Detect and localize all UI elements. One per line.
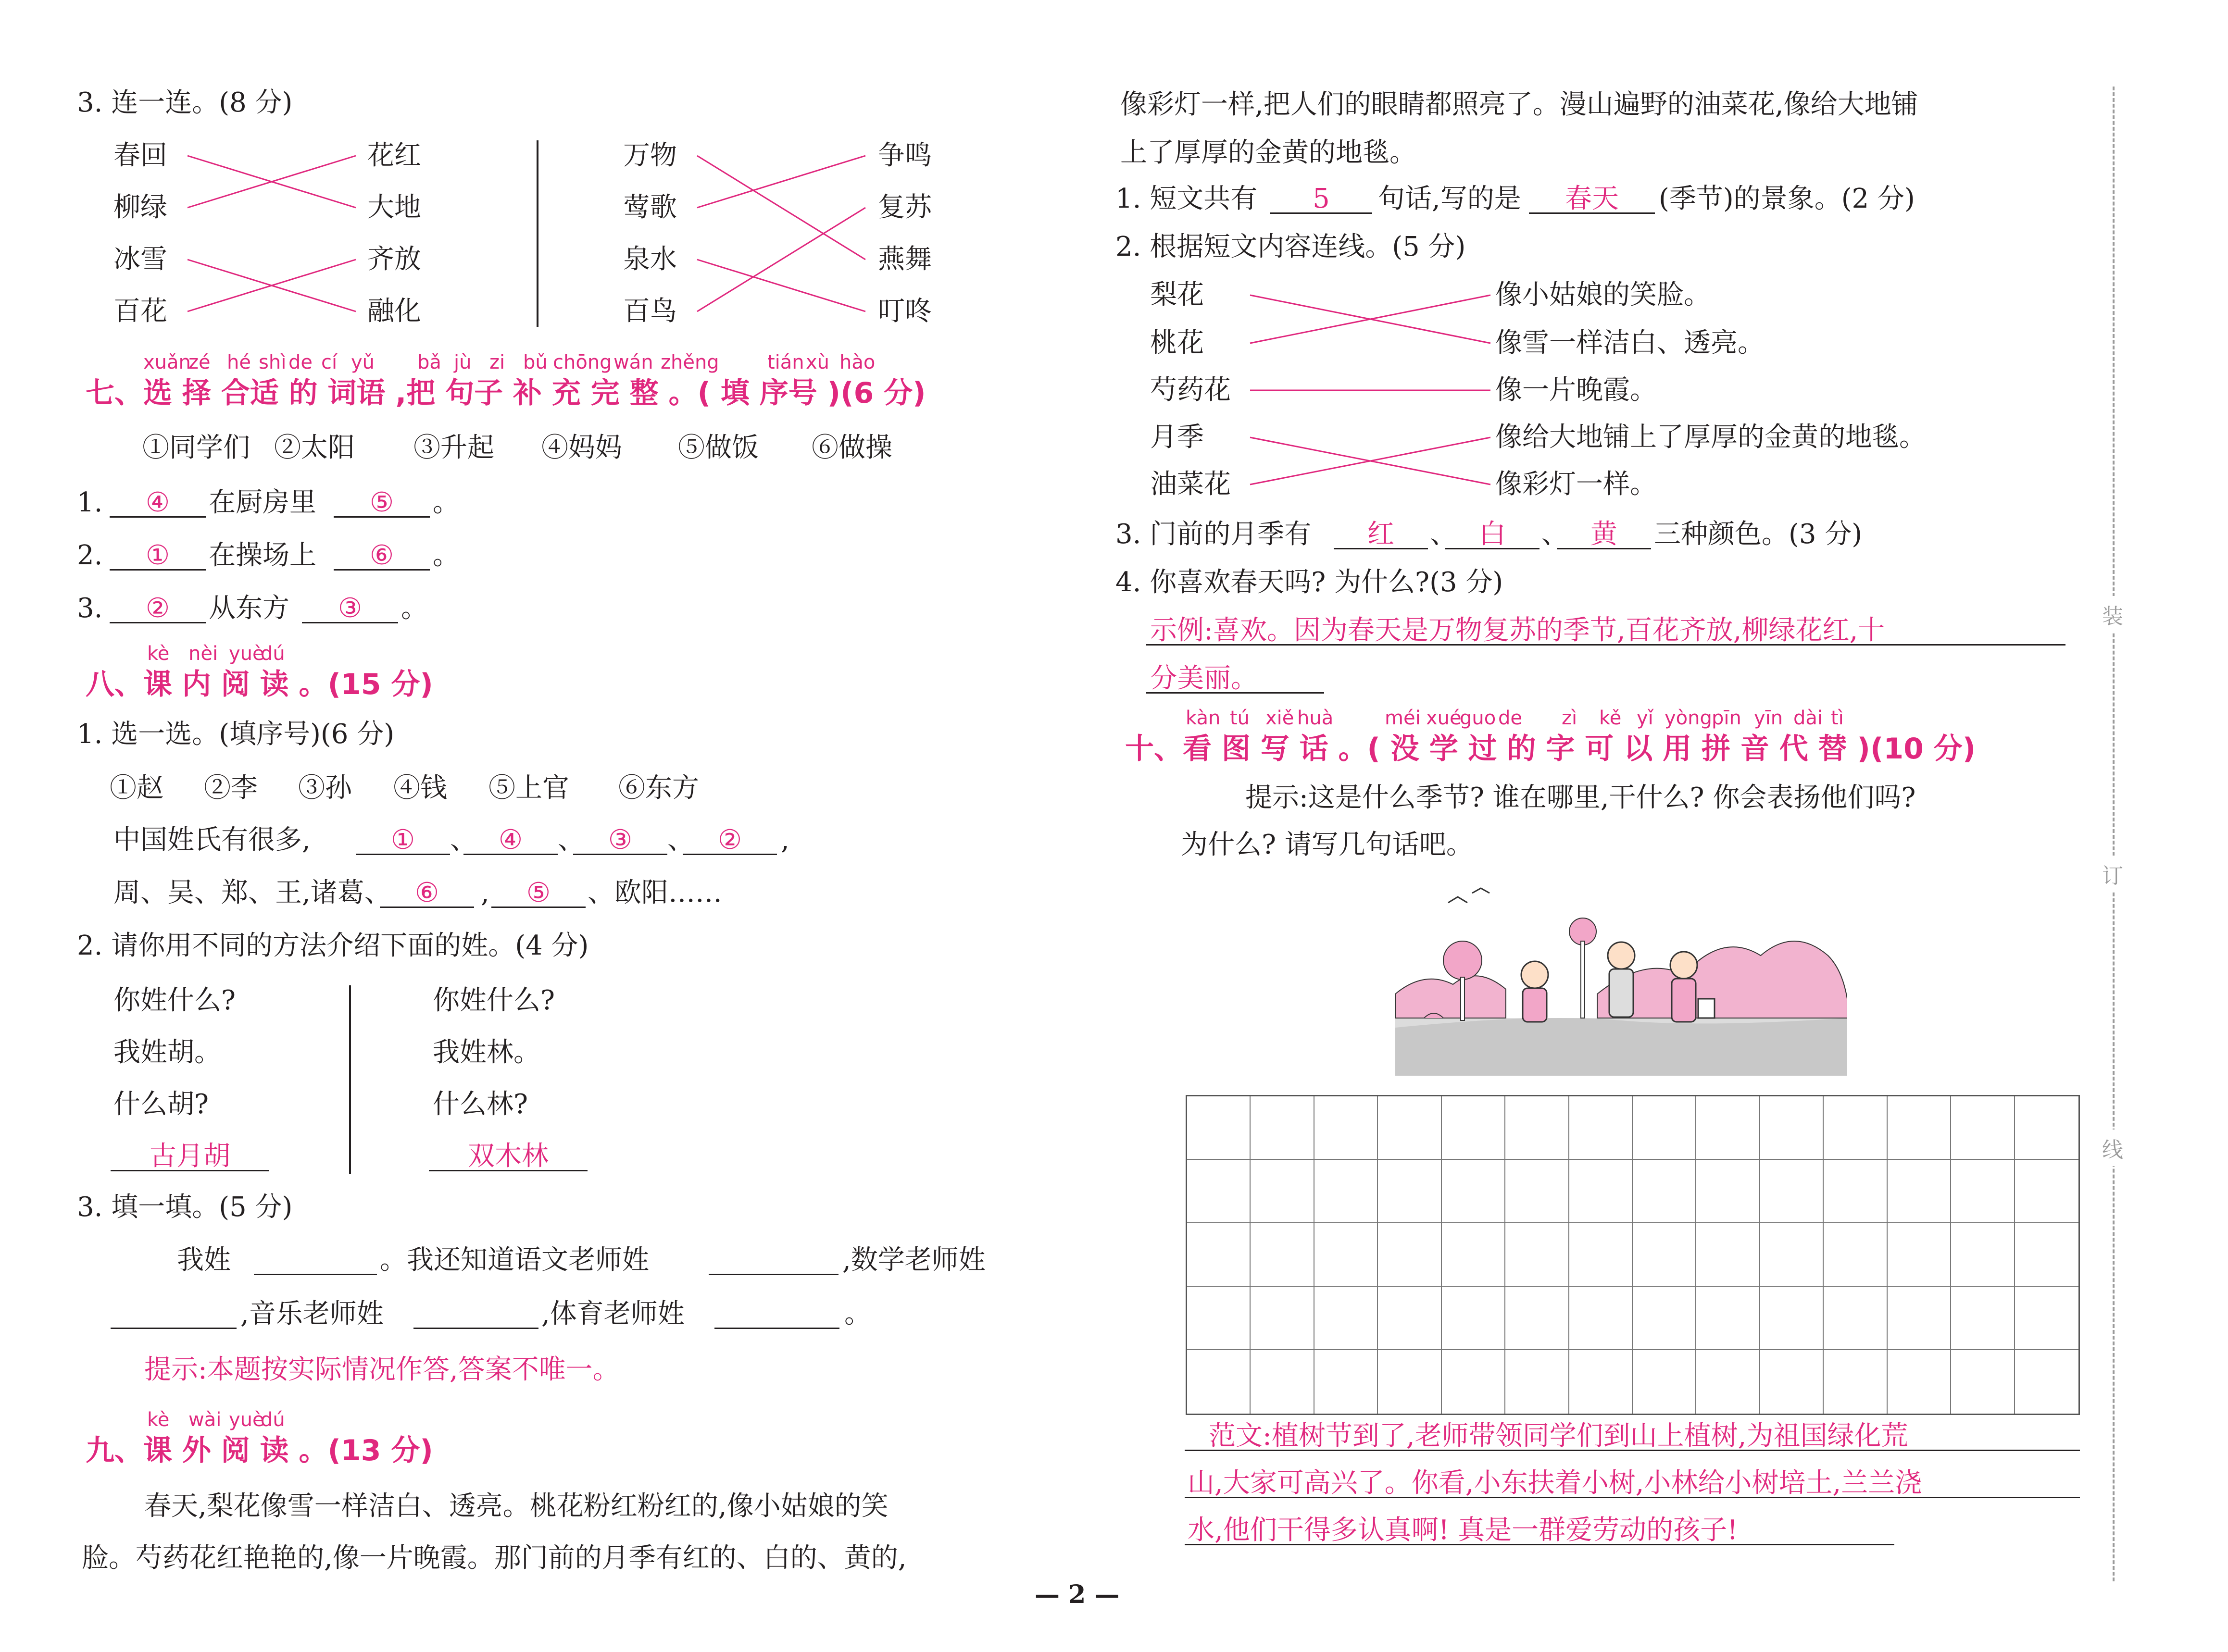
pinyin-syllable: dài [1793,707,1823,729]
match-line [1250,295,1490,343]
match-line [188,260,356,311]
pinyin-syllable: wán [613,351,653,373]
grid-cell[interactable] [1696,1160,1760,1223]
grid-cell[interactable] [1314,1287,1378,1350]
r-q1-text: 1. 短文共有 [1115,183,1258,214]
answer-blank[interactable]: ② [683,827,777,855]
answer-blank[interactable]: ③ [573,827,667,855]
item-number: 2. [77,540,103,571]
pinyin-syllable: tì [1831,707,1844,729]
match-a-left-item: 春回 [113,140,167,171]
s8-q2-line: 你姓什么? [433,985,555,1016]
grid-cell[interactable] [1760,1350,1824,1414]
grid-cell[interactable] [1633,1223,1696,1287]
match-b-right-item: 争鸣 [878,140,932,171]
pinyin-syllable: hé [227,351,251,373]
match-b-left-item: 百鸟 [623,296,677,327]
grid-cell[interactable] [1251,1160,1314,1223]
pinyin-syllable: dú [261,643,285,665]
pinyin-syllable: hào [839,351,876,373]
section7-option: ②太阳 [274,432,355,463]
pinyin-syllable: kě [1599,707,1622,729]
pinyin-syllable: xuǎn [143,351,191,373]
match-b-left-item: 莺歌 [623,192,677,223]
item-text: 在操场上 [209,540,316,571]
grid-cell[interactable] [1824,1287,1887,1350]
match-b-right-item: 复苏 [878,192,932,223]
item-number: 1. [77,487,103,518]
r-q1-answer-1[interactable]: 5 [1270,186,1372,214]
r-q1-answer-2[interactable]: 春天 [1529,186,1655,214]
match-b-left-item: 万物 [623,140,677,171]
grid-cell[interactable] [1187,1287,1251,1350]
r-q3-text: 3. 门前的月季有 [1115,519,1312,550]
s10-essay-underline [1185,1544,1894,1545]
match-line [697,260,865,311]
section10-title: 十、看 图 写 话 。( 没 学 过 的 字 可 以 用 拼 音 代 替 )(10 分) [1125,732,1976,766]
item-text: 在厨房里 [209,487,316,518]
writing-grid[interactable] [1186,1095,2080,1415]
grid-cell[interactable] [1696,1096,1760,1160]
s8-q1-title: 1. 选一选。(填序号)(6 分) [77,719,395,750]
s8-q2-title: 2. 请你用不同的方法介绍下面的姓。(4 分) [77,930,589,961]
grid-cell[interactable] [1569,1287,1633,1350]
answer-blank[interactable]: ⑤ [491,880,586,908]
grid-cell[interactable] [1505,1160,1569,1223]
answer-blank[interactable]: ④ [110,489,206,518]
grid-cell[interactable] [1251,1096,1314,1160]
pinyin-syllable: xù [806,351,830,373]
grid-cell[interactable] [1442,1287,1505,1350]
grid-cell[interactable] [1633,1096,1696,1160]
pinyin-syllable: guo [1460,707,1496,729]
r-q4-underline [1146,692,1324,694]
s8-q3-text: ,数学老师姓 [842,1244,986,1276]
r-q3-answer[interactable]: 红 [1334,521,1428,549]
s8-q3-text: 我姓 [177,1244,231,1276]
pinyin-syllable: xiě [1265,707,1294,729]
match-line [188,156,356,208]
section9-title: 九、课 外 阅 读 。(13 分) [86,1434,433,1467]
match-line [188,156,356,208]
s8-q2-line: 什么林? [433,1089,528,1120]
grid-cell[interactable] [1569,1350,1633,1414]
s10-essay-underline [1185,1497,2080,1498]
binding-mark: 订 [2102,856,2123,892]
match-a-right-item: 大地 [367,192,421,223]
passage-line: 上了厚厚的金黄的地毯。 [1120,137,1416,168]
r-q2-right-item: 像给大地铺上了厚厚的金黄的地毯。 [1495,422,1926,453]
r-q4-answer-line1: 示例:喜欢。因为春天是万物复苏的季节,百花齐放,柳绿花红,十 [1150,615,1885,646]
match-a-right-item: 花红 [367,140,421,171]
pinyin-syllable: jù [454,351,472,373]
item-text: 从东方 [209,593,289,624]
grid-cell[interactable] [1824,1096,1887,1160]
item-number: 3. [77,593,103,624]
match-b-right-item: 燕舞 [878,244,932,275]
match-a-right-item: 融化 [367,296,421,327]
pinyin-syllable: tián [767,351,804,373]
r-q3-text: 三种颜色。(3 分) [1654,519,1863,550]
s8-q1-sep: 、 [450,824,477,856]
s8-q1-sep: 、 [558,824,585,856]
grid-cell[interactable] [1442,1350,1505,1414]
s8-q1-option: ④钱 [393,772,447,804]
s10-essay-line: 范文:植树节到了,老师带领同学们到山上植树,为祖国绿化荒 [1209,1420,1908,1452]
s8-q3-blank[interactable] [714,1301,839,1329]
grid-cell[interactable] [1951,1287,2015,1350]
pinyin-syllable: yuè [229,1409,264,1431]
s8-q3-text: 。我还知道语文老师姓 [380,1244,649,1276]
item-text: 。 [433,540,460,571]
grid-cell[interactable] [1951,1160,2015,1223]
grid-cell[interactable] [1187,1223,1251,1287]
s8-q3-blank[interactable] [254,1247,377,1275]
answer-blank[interactable]: ① [356,827,450,855]
grid-cell[interactable] [1888,1223,1951,1287]
r-q4-underline [1146,644,2065,646]
s8-q3-blank[interactable] [111,1301,237,1329]
grid-cell[interactable] [1442,1160,1505,1223]
pinyin-syllable: cí [321,351,338,373]
pinyin-syllable: zé [188,351,211,373]
s8-q3-blank[interactable] [709,1247,839,1275]
pinyin-syllable: de [288,351,313,373]
pinyin-syllable: shì [259,351,287,373]
grid-cell[interactable] [1505,1350,1569,1414]
grid-cell[interactable] [1696,1350,1760,1414]
pinyin-syllable: zhěng [661,351,719,373]
answer-blank[interactable]: ① [110,542,206,571]
match-line [697,208,865,311]
pinyin-syllable: nèi [188,643,218,665]
section7-option: ⑤做饭 [678,432,759,463]
s8-q2-answer[interactable]: 古月胡 [111,1143,269,1171]
section7-option: ③升起 [413,432,494,463]
pinyin-syllable: yǔ [351,351,375,373]
grid-cell[interactable] [1760,1096,1824,1160]
s8-q3-text: 。 [844,1298,871,1329]
grid-cell[interactable] [2015,1096,2078,1160]
grid-cell[interactable] [2015,1160,2078,1223]
grid-cell[interactable] [1314,1160,1378,1223]
s8-q2-line: 我姓林。 [433,1037,540,1068]
s8-q1-option: ③孙 [298,772,352,804]
pinyin-syllable: méi [1385,707,1421,729]
grid-cell[interactable] [1314,1096,1378,1160]
match-divider [537,140,538,327]
s8-q1-option: ①赵 [110,772,163,804]
s10-prompt-line1: 提示:这是什么季节? 谁在哪里,干什么? 你会表扬他们吗? [1245,782,1916,813]
r-q2-right-item: 像彩灯一样。 [1495,469,1657,500]
s8-q1-sep: , [481,877,489,908]
s8-q3-blank[interactable] [413,1301,538,1329]
passage-line: 像彩灯一样,把人们的眼睛都照亮了。漫山遍野的油菜花,像给大地铺 [1120,89,1918,120]
s9-passage-line: 脸。芍药花红艳艳的,像一片晚霞。那门前的月季有红的、白的、黄的, [82,1542,907,1574]
grid-cell[interactable] [1633,1350,1696,1414]
match-a-right-item: 齐放 [367,244,421,275]
pinyin-syllable: kè [147,1409,170,1431]
grid-cell[interactable] [1760,1223,1824,1287]
pinyin-syllable: kàn [1186,707,1221,729]
r-q2-left-item: 芍药花 [1150,374,1231,406]
r-q1-text: 句话,写的是 [1378,183,1521,214]
r-q2-title: 2. 根据短文内容连线。(5 分) [1115,231,1466,262]
grid-cell[interactable] [1760,1160,1824,1223]
match-line [697,156,865,208]
grid-cell[interactable] [1888,1350,1951,1414]
section7-option: ⑥做操 [812,432,892,463]
s8-q2-answer[interactable]: 双木林 [429,1143,588,1171]
answer-blank[interactable]: ⑤ [334,489,430,518]
match-a-left-item: 百花 [113,296,167,327]
match-b-right-item: 叮咚 [878,296,932,327]
s8-q1-option: ⑤上官 [488,772,569,804]
grid-cell[interactable] [1378,1287,1441,1350]
pinyin-syllable: yòng [1665,707,1712,729]
grid-cell[interactable] [1696,1223,1760,1287]
answer-blank[interactable]: ⑥ [380,880,474,908]
s8-q1-sep: 、 [667,824,694,856]
pinyin-syllable: yuè [229,643,264,665]
s8-q1-text: 中国姓氏有很多, [113,824,311,856]
r-q3-answer[interactable]: 白 [1445,521,1540,549]
grid-cell[interactable] [1824,1223,1887,1287]
grid-cell[interactable] [1569,1096,1633,1160]
grid-cell[interactable] [1505,1287,1569,1350]
s8-q2-line: 你姓什么? [113,985,236,1016]
grid-cell[interactable] [1760,1287,1824,1350]
section7-option: ④妈妈 [541,432,622,463]
r-q4-title: 4. 你喜欢春天吗? 为什么?(3 分) [1115,567,1503,598]
match-line [1250,437,1490,484]
s8-q1-sep: , [781,824,789,856]
s10-essay-underline [1185,1450,2080,1451]
q3-title: 3. 连一连。(8 分) [77,87,293,118]
match-b-left-item: 泉水 [623,244,677,275]
match-line [188,260,356,311]
r-q2-left-item: 油菜花 [1150,469,1231,500]
grid-cell[interactable] [1314,1350,1378,1414]
grid-cell[interactable] [1442,1223,1505,1287]
s8-q2-line: 我姓胡。 [113,1037,221,1068]
answer-blank[interactable]: ② [110,595,206,623]
grid-cell[interactable] [1378,1160,1441,1223]
grid-cell[interactable] [1633,1287,1696,1350]
grid-cell[interactable] [1569,1223,1633,1287]
grid-cell[interactable] [1633,1160,1696,1223]
pinyin-syllable: bǎ [417,351,441,373]
grid-cell[interactable] [1251,1287,1314,1350]
s8-q3-tip: 提示:本题按实际情况作答,答案不唯一。 [144,1354,620,1385]
answer-blank[interactable]: ④ [463,827,558,855]
s8-q1-option: ②李 [204,772,258,804]
s8-q3-text: ,体育老师姓 [541,1298,685,1329]
grid-cell[interactable] [1378,1223,1441,1287]
pinyin-syllable: bǔ [523,351,548,373]
pinyin-syllable: yǐ [1637,707,1653,729]
grid-cell[interactable] [1951,1223,2015,1287]
r-q3-sep: 、 [1430,519,1457,550]
grid-cell[interactable] [1569,1160,1633,1223]
grid-cell[interactable] [1888,1096,1951,1160]
grid-cell[interactable] [1187,1160,1251,1223]
grid-cell[interactable] [1951,1350,2015,1414]
grid-cell[interactable] [1505,1223,1569,1287]
item-text: 。 [433,487,460,518]
grid-cell[interactable] [1888,1287,1951,1350]
section7-title: 七、选 择 合适 的 词语 ,把 句子 补 充 完 整 。( 填 序号 )(6 分) [86,376,926,410]
grid-cell[interactable] [1888,1160,1951,1223]
pinyin-syllable: dú [261,1409,285,1431]
s9-passage-line: 春天,梨花像雪一样洁白、透亮。桃花粉红粉红的,像小姑娘的笑 [144,1491,889,1522]
pinyin-syllable: huà [1297,707,1334,729]
s8-q1-option: ⑥东方 [618,772,699,804]
grid-cell[interactable] [2015,1287,2078,1350]
r-q3-sep: 、 [1541,519,1568,550]
grid-cell[interactable] [1824,1160,1887,1223]
item-text: 。 [401,593,428,624]
s8-q3-text: ,音乐老师姓 [240,1298,384,1329]
page-number: — 2 — [1035,1580,1120,1609]
grid-cell[interactable] [1187,1350,1251,1414]
answer-blank[interactable]: ③ [302,595,398,623]
r-q2-right-item: 像小姑娘的笑脸。 [1495,279,1711,311]
r-q4-answer-line2: 分美丽。 [1150,663,1258,694]
match-line [1250,295,1490,343]
grid-cell[interactable] [1824,1350,1887,1414]
match-a-left-item: 柳绿 [113,192,167,223]
s8-q2-divider [349,985,351,1174]
pinyin-syllable: chōng [553,351,612,373]
r-q1-text: (季节)的景象。(2 分) [1659,183,1915,214]
grid-cell[interactable] [2015,1223,2078,1287]
pinyin-syllable: kè [147,643,170,665]
grid-cell[interactable] [1442,1096,1505,1160]
grid-cell[interactable] [1187,1096,1251,1160]
grid-cell[interactable] [1696,1287,1760,1350]
s8-q3-title: 3. 填一填。(5 分) [77,1192,293,1223]
answer-blank[interactable]: ⑥ [334,542,430,571]
grid-cell[interactable] [1505,1096,1569,1160]
match-a-left-item: 冰雪 [113,244,167,275]
pinyin-syllable: pīn [1712,707,1741,729]
r-q2-left-item: 梨花 [1150,279,1204,311]
grid-cell[interactable] [2015,1350,2078,1414]
grid-cell[interactable] [1378,1096,1441,1160]
r-q2-left-item: 桃花 [1150,327,1204,359]
grid-cell[interactable] [1251,1350,1314,1414]
s10-essay-line: 水,他们干得多认真啊! 真是一群爱劳动的孩子! [1188,1515,1738,1546]
grid-cell[interactable] [1951,1096,2015,1160]
grid-cell[interactable] [1314,1223,1378,1287]
pinyin-syllable: zì [1562,707,1577,729]
r-q3-answer[interactable]: 黄 [1557,521,1651,549]
binding-mark: 装 [2102,596,2123,633]
grid-cell[interactable] [1378,1350,1441,1414]
match-line [1250,437,1490,484]
section7-option: ①同学们 [142,432,250,463]
s8-q1-text: 周、吴、郑、王,诸葛、 [113,877,391,908]
pinyin-syllable: wài [188,1409,222,1431]
r-q2-right-item: 像一片晚霞。 [1495,374,1657,406]
pinyin-syllable: de [1498,707,1522,729]
pinyin-syllable: tú [1230,707,1250,729]
s10-essay-line: 山,大家可高兴了。你看,小东扶着小树,小林给小树培土,兰兰浇 [1188,1467,1922,1499]
s8-q2-line: 什么胡? [113,1089,209,1120]
r-q2-left-item: 月季 [1150,422,1204,453]
s8-q1-text: 、欧阳…… [588,877,722,908]
section8-title: 八、课 内 阅 读 。(15 分) [86,668,433,701]
r-q2-right-item: 像雪一样洁白、透亮。 [1495,327,1765,359]
tree-planting-illustration [1395,874,1847,1076]
s10-prompt-line2: 为什么? 请写几句话吧。 [1181,829,1473,860]
pinyin-syllable: zi [489,351,505,373]
grid-cell[interactable] [1251,1223,1314,1287]
binding-cut-line [2113,87,2115,1581]
pinyin-syllable: xué [1426,707,1462,729]
pinyin-syllable: yīn [1754,707,1783,729]
match-line [697,156,865,260]
binding-mark: 线 [2102,1130,2123,1166]
